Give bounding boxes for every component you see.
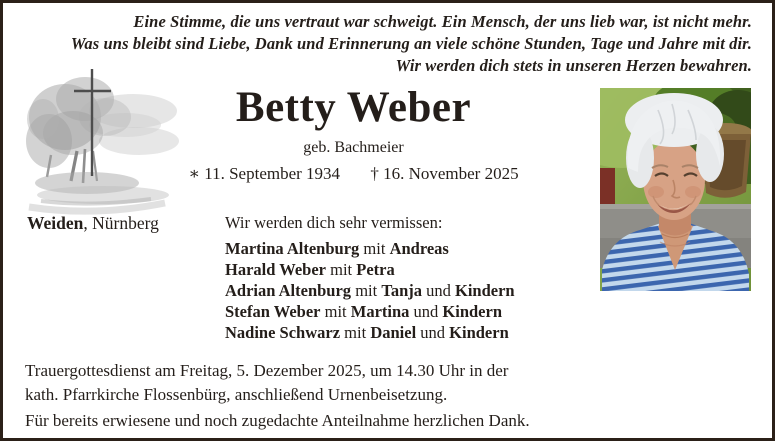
mourner-name: Harald Weber xyxy=(225,260,326,279)
location-rest: , Nürnberg xyxy=(83,213,159,233)
service-line-2: kath. Pfarrkirche Flossenbürg, anschließend Urnenbeisetzung. xyxy=(25,385,448,404)
mourner-connector: mit xyxy=(340,323,371,342)
service-info xyxy=(25,359,752,433)
mourner-children: Kindern xyxy=(455,281,515,300)
mourners-list xyxy=(225,212,515,343)
epitaph-line-1: Eine Stimme, die uns vertraut war schweigt. Ein Mensch, der uns lieb war, ist nicht mehr. xyxy=(133,12,752,31)
mourner-partner: Tanja xyxy=(381,281,422,300)
service-line-1: Trauergottesdienst am Freitag, 5. Dezember 2025, um 14.30 Uhr in der xyxy=(25,361,509,380)
mourner-connector: mit xyxy=(359,239,390,258)
memorial-cross-icon xyxy=(21,59,181,219)
thanks-line: Für bereits erwiesene und noch zugedachte Anteilnahme herzlichen Dank. xyxy=(25,411,530,430)
mourner-connector: und xyxy=(416,323,450,342)
mourner-partner: Martina xyxy=(350,302,410,321)
mourner-partner: Petra xyxy=(356,260,395,279)
mourner-row xyxy=(225,238,515,259)
birth-symbol: ∗ xyxy=(188,164,200,184)
deceased-block xyxy=(176,85,531,184)
life-dates xyxy=(176,164,531,184)
mourner-children: Kindern xyxy=(442,302,503,321)
mourner-row xyxy=(225,301,515,322)
portrait-photo xyxy=(600,88,751,291)
mourner-partner: Andreas xyxy=(389,239,449,258)
death-date: 16. November 2025 xyxy=(383,164,519,184)
mourner-connector: und xyxy=(409,302,443,321)
tree-cross-illustration xyxy=(21,59,181,219)
mourners-intro: Wir werden dich sehr vermissen: xyxy=(225,213,443,232)
mourner-row xyxy=(225,280,515,301)
mourner-row xyxy=(225,322,515,343)
mourner-children: Kindern xyxy=(449,323,509,342)
death-symbol: † xyxy=(370,164,379,184)
mourner-name: Stefan Weber xyxy=(225,302,321,321)
mourner-partner: Daniel xyxy=(370,323,417,342)
mourner-name: Adrian Altenburg xyxy=(225,281,352,300)
mourner-row xyxy=(225,259,515,280)
epitaph-line-3: Wir werden dich stets in unseren Herzen bewahren. xyxy=(395,56,752,75)
mourner-name: Nadine Schwarz xyxy=(225,323,341,342)
mourner-connector: mit xyxy=(351,281,382,300)
maiden-name: geb. Bachmeier xyxy=(303,139,404,157)
location-line xyxy=(27,213,159,234)
deceased-name: Betty Weber xyxy=(235,84,472,131)
epitaph-line-2: Was uns bleibt sind Liebe, Dank und Erinnerung an viele schöne Stunden, Tage und Jahre mit dir. xyxy=(70,34,752,53)
portrait-photo-image xyxy=(600,88,751,291)
mourner-connector: mit xyxy=(320,302,351,321)
location-city: Weiden xyxy=(27,213,84,233)
mourner-connector: und xyxy=(422,281,455,300)
birth-date: 11. September 1934 xyxy=(204,164,341,184)
mourner-connector: mit xyxy=(325,260,357,279)
mourner-name: Martina Altenburg xyxy=(225,239,360,258)
